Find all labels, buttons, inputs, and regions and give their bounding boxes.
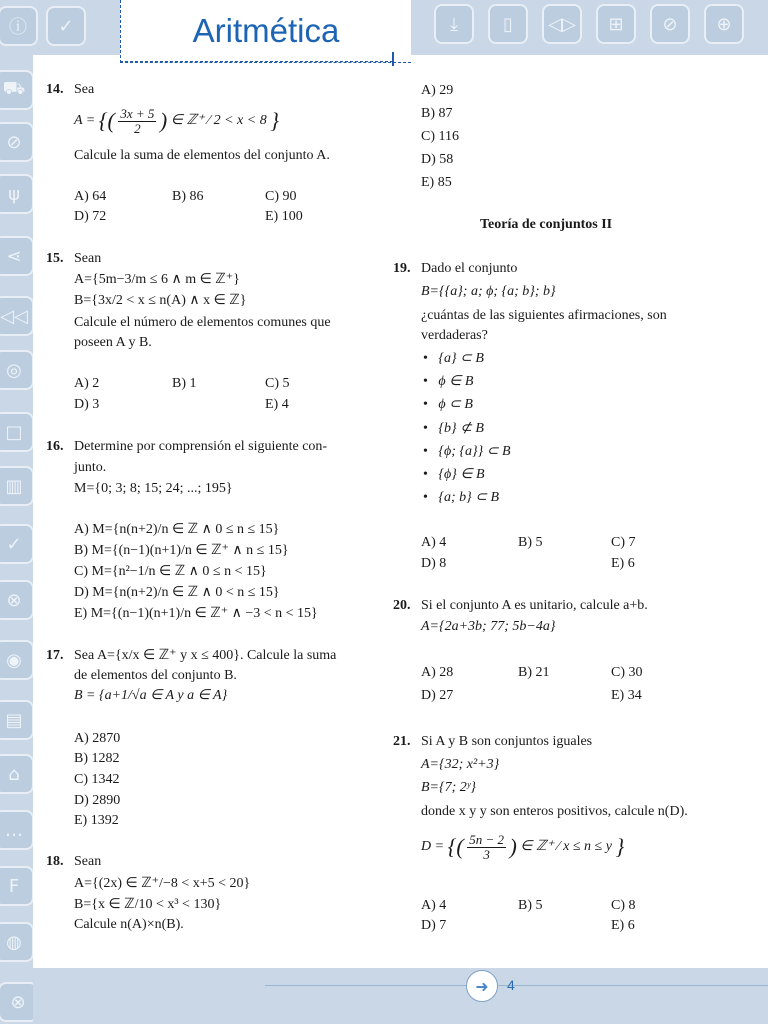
brace-open: {( <box>447 834 464 859</box>
paren-close: ) <box>159 108 168 133</box>
brace-close: } <box>270 108 280 133</box>
bullet-item: • {a; b} ⊂ B <box>423 490 500 505</box>
bullet-text: ϕ ⊂ B <box>438 397 473 412</box>
question-text: Determine por comprensión el siguiente con- <box>74 439 328 454</box>
fraction-denominator: 2 <box>134 120 141 136</box>
option: D) 27 <box>421 688 454 703</box>
option: A) 2870 <box>74 731 121 746</box>
option: B) M={(n−1)(n+1)/n ∈ ℤ⁺ ∧ n ≤ 15} <box>74 543 289 558</box>
bullet-text: {ϕ; {a}} ⊂ B <box>438 444 511 459</box>
close-icon: ⊗ <box>0 982 38 1022</box>
question-text: junto. <box>74 460 107 475</box>
next-arrow-icon: ➜ <box>466 970 498 1002</box>
question-prompt: Calcule el número de elementos comunes que <box>74 315 331 330</box>
bullet-text: {a} ⊂ B <box>438 351 484 366</box>
question-text: Dado el conjunto <box>421 261 518 276</box>
footer-rule <box>265 985 768 986</box>
bullet-item: • {ϕ; {a}} ⊂ B <box>423 444 511 459</box>
bars-icon: ▥ <box>0 466 34 506</box>
option: E) 1392 <box>74 813 119 828</box>
header-rule <box>120 61 393 62</box>
set-condition: ∈ ℤ⁺ ⁄ 2 < x < 8 <box>170 113 267 129</box>
option: A) M={n(n+2)/n ∈ ℤ ∧ 0 ≤ n ≤ 15} <box>74 522 280 537</box>
option: D) 58 <box>421 152 454 167</box>
option: A) 4 <box>421 898 447 913</box>
option: D) 72 <box>74 209 107 224</box>
page-number: 4 <box>507 977 515 993</box>
option: D) 7 <box>421 918 447 933</box>
fraction-numerator: 5n − 2 <box>469 831 504 847</box>
set-definition: B={3x/2 < x ≤ n(A) ∧ x ∈ ℤ} <box>74 293 247 308</box>
option: C) 30 <box>611 665 643 680</box>
option: E) 4 <box>265 397 289 412</box>
question-number: 15. <box>46 251 64 266</box>
question-prompt: Calcule n(A)×n(B). <box>74 917 184 932</box>
set-condition: ∈ ℤ⁺ ⁄ x ≤ n ≤ y <box>520 839 612 855</box>
brace-open: {( <box>98 108 115 133</box>
fraction-numerator: 3x + 5 <box>120 105 155 121</box>
windows-icon: ⊞ <box>596 4 636 44</box>
option: E) 100 <box>265 209 303 224</box>
option: C) M={n²−1/n ∈ ℤ ∧ 0 ≤ n < 15} <box>74 564 267 579</box>
option: E) 34 <box>611 688 642 703</box>
option: E) 6 <box>611 918 635 933</box>
option: D) M={n(n+2)/n ∈ ℤ ∧ 0 < n ≤ 15} <box>74 585 280 600</box>
question-text: Si el conjunto A es unitario, calcule a+b. <box>421 598 648 613</box>
option: B) 5 <box>518 898 543 913</box>
option: B) 86 <box>172 189 204 204</box>
option: A) 64 <box>74 189 107 204</box>
question-text: Sea A={x/x ∈ ℤ⁺ y x ≤ 400}. Calcule la suma <box>74 648 337 663</box>
set-label: D = <box>421 839 445 855</box>
letter-f-icon: F <box>0 866 34 906</box>
share-icon: ⋖ <box>0 236 34 276</box>
option: A) 28 <box>421 665 454 680</box>
question-number: 16. <box>46 439 64 454</box>
download-icon: ⤓ <box>434 4 474 44</box>
set-definition: A={5m−3/m ≤ 6 ∧ m ∈ ℤ⁺} <box>74 272 240 287</box>
info-icon: ⓘ <box>0 6 38 46</box>
target-icon: ◎ <box>0 350 34 390</box>
question-text: Sea <box>74 82 95 97</box>
vinyl-icon: ◍ <box>0 922 34 962</box>
page-title: Aritmética <box>192 12 340 49</box>
bullet-text: ϕ ∈ B <box>438 374 474 389</box>
mute-icon: ⊘ <box>650 4 690 44</box>
question-number: 14. <box>46 82 64 97</box>
option: B) 1 <box>172 376 197 391</box>
chat-icon: … <box>0 810 34 850</box>
option: D) 8 <box>421 556 447 571</box>
option: A) 4 <box>421 535 447 550</box>
question-text: Si A y B son conjuntos iguales <box>421 734 593 749</box>
option: C) 90 <box>265 189 297 204</box>
bullet-item: • ϕ ⊂ B <box>423 397 473 412</box>
set-definition <box>74 106 279 136</box>
question-prompt: Calcule la suma de elementos del conjunto A. <box>74 148 330 163</box>
option: C) 5 <box>265 376 290 391</box>
set-definition: A={(2x) ∈ ℤ⁺/−8 < x+5 < 20} <box>74 876 251 891</box>
bullet-item: • ϕ ∈ B <box>423 374 474 389</box>
option: A) 2 <box>74 376 100 391</box>
set-definition: B={x ∈ ℤ/10 < x³ < 130} <box>74 897 222 912</box>
set-definition: B={7; 2ʸ} <box>421 780 476 795</box>
question-prompt: verdaderas? <box>421 328 488 343</box>
question-number: 18. <box>46 854 64 869</box>
option: D) 2890 <box>74 793 121 808</box>
brace-close: } <box>615 834 625 859</box>
set-definition <box>421 832 624 862</box>
home-icon: ⌂ <box>0 754 34 794</box>
option: B) 21 <box>518 665 550 680</box>
option: A) 29 <box>421 83 454 98</box>
question-number: 20. <box>393 598 411 613</box>
paren-close: ) <box>509 834 517 859</box>
section-title: Teoría de conjuntos II <box>480 217 613 232</box>
option: C) 8 <box>611 898 636 913</box>
option: C) 1342 <box>74 772 120 787</box>
square-icon: □ <box>0 412 34 452</box>
usb-drive-icon: ▯ <box>488 4 528 44</box>
bullet-text: {ϕ} ∈ B <box>438 467 485 482</box>
question-text: Sean <box>74 854 102 869</box>
header <box>120 0 411 63</box>
option: B) 87 <box>421 106 453 121</box>
question-prompt: poseen A y B. <box>74 335 152 350</box>
sd-card-icon: ▤ <box>0 700 34 740</box>
option: E) 6 <box>611 556 635 571</box>
code-icon: ◁▷ <box>542 4 582 44</box>
header-rule-tick <box>392 52 394 66</box>
option: B) 5 <box>518 535 543 550</box>
bullet-text: {a; b} ⊂ B <box>438 490 500 505</box>
page-sheet <box>33 55 768 968</box>
question-prompt: donde x y y son enteros positivos, calcule n(D). <box>421 804 688 819</box>
question-number: 21. <box>393 734 411 749</box>
set-definition: A={2a+3b; 77; 5b−4a} <box>421 619 556 634</box>
option: C) 7 <box>611 535 636 550</box>
fraction <box>118 107 156 136</box>
set-definition: A={32; x²+3} <box>421 757 500 772</box>
disc-icon: ◉ <box>0 640 34 680</box>
check-icon: ✓ <box>46 6 86 46</box>
bullet-item: • {b} ⊄ B <box>423 421 484 436</box>
option: B) 1282 <box>74 751 120 766</box>
page-corner <box>33 968 266 1024</box>
option: E) 85 <box>421 175 452 190</box>
usb-icon: ψ <box>0 174 34 214</box>
zoom-icon: ⊕ <box>704 4 744 44</box>
cart-icon: ⛟ <box>0 70 34 110</box>
set-definition: M={0; 3; 8; 15; 24; ...; 195} <box>74 481 233 496</box>
set-definition: B={{a}; a; ϕ; {a; b}; b} <box>421 284 556 299</box>
option: E) M={(n−1)(n+1)/n ∈ ℤ⁺ ∧ −3 < n < 15} <box>74 606 318 621</box>
bullet-item: • {ϕ} ∈ B <box>423 467 485 482</box>
option: C) 116 <box>421 129 459 144</box>
question-number: 19. <box>393 261 411 276</box>
question-text: Sean <box>74 251 102 266</box>
bullet-text: {b} ⊄ B <box>438 421 484 436</box>
set-definition: B = {a+1/√a ∈ A y a ∈ A} <box>74 688 228 703</box>
fraction <box>467 833 506 862</box>
question-text: de elementos del conjunto B. <box>74 668 237 683</box>
check-icon: ✓ <box>0 524 34 564</box>
question-number: 17. <box>46 648 64 663</box>
rewind-icon: ◁◁ <box>0 296 34 336</box>
question-prompt: ¿cuántas de las siguientes afirmaciones, son <box>421 308 667 323</box>
link-icon: ⊘ <box>0 122 34 162</box>
option: D) 3 <box>74 397 100 412</box>
fraction-denominator: 3 <box>483 846 490 862</box>
mute-icon: ⊗ <box>0 580 34 620</box>
bullet-item: • {a} ⊂ B <box>423 351 484 366</box>
set-label: A = <box>74 113 96 129</box>
